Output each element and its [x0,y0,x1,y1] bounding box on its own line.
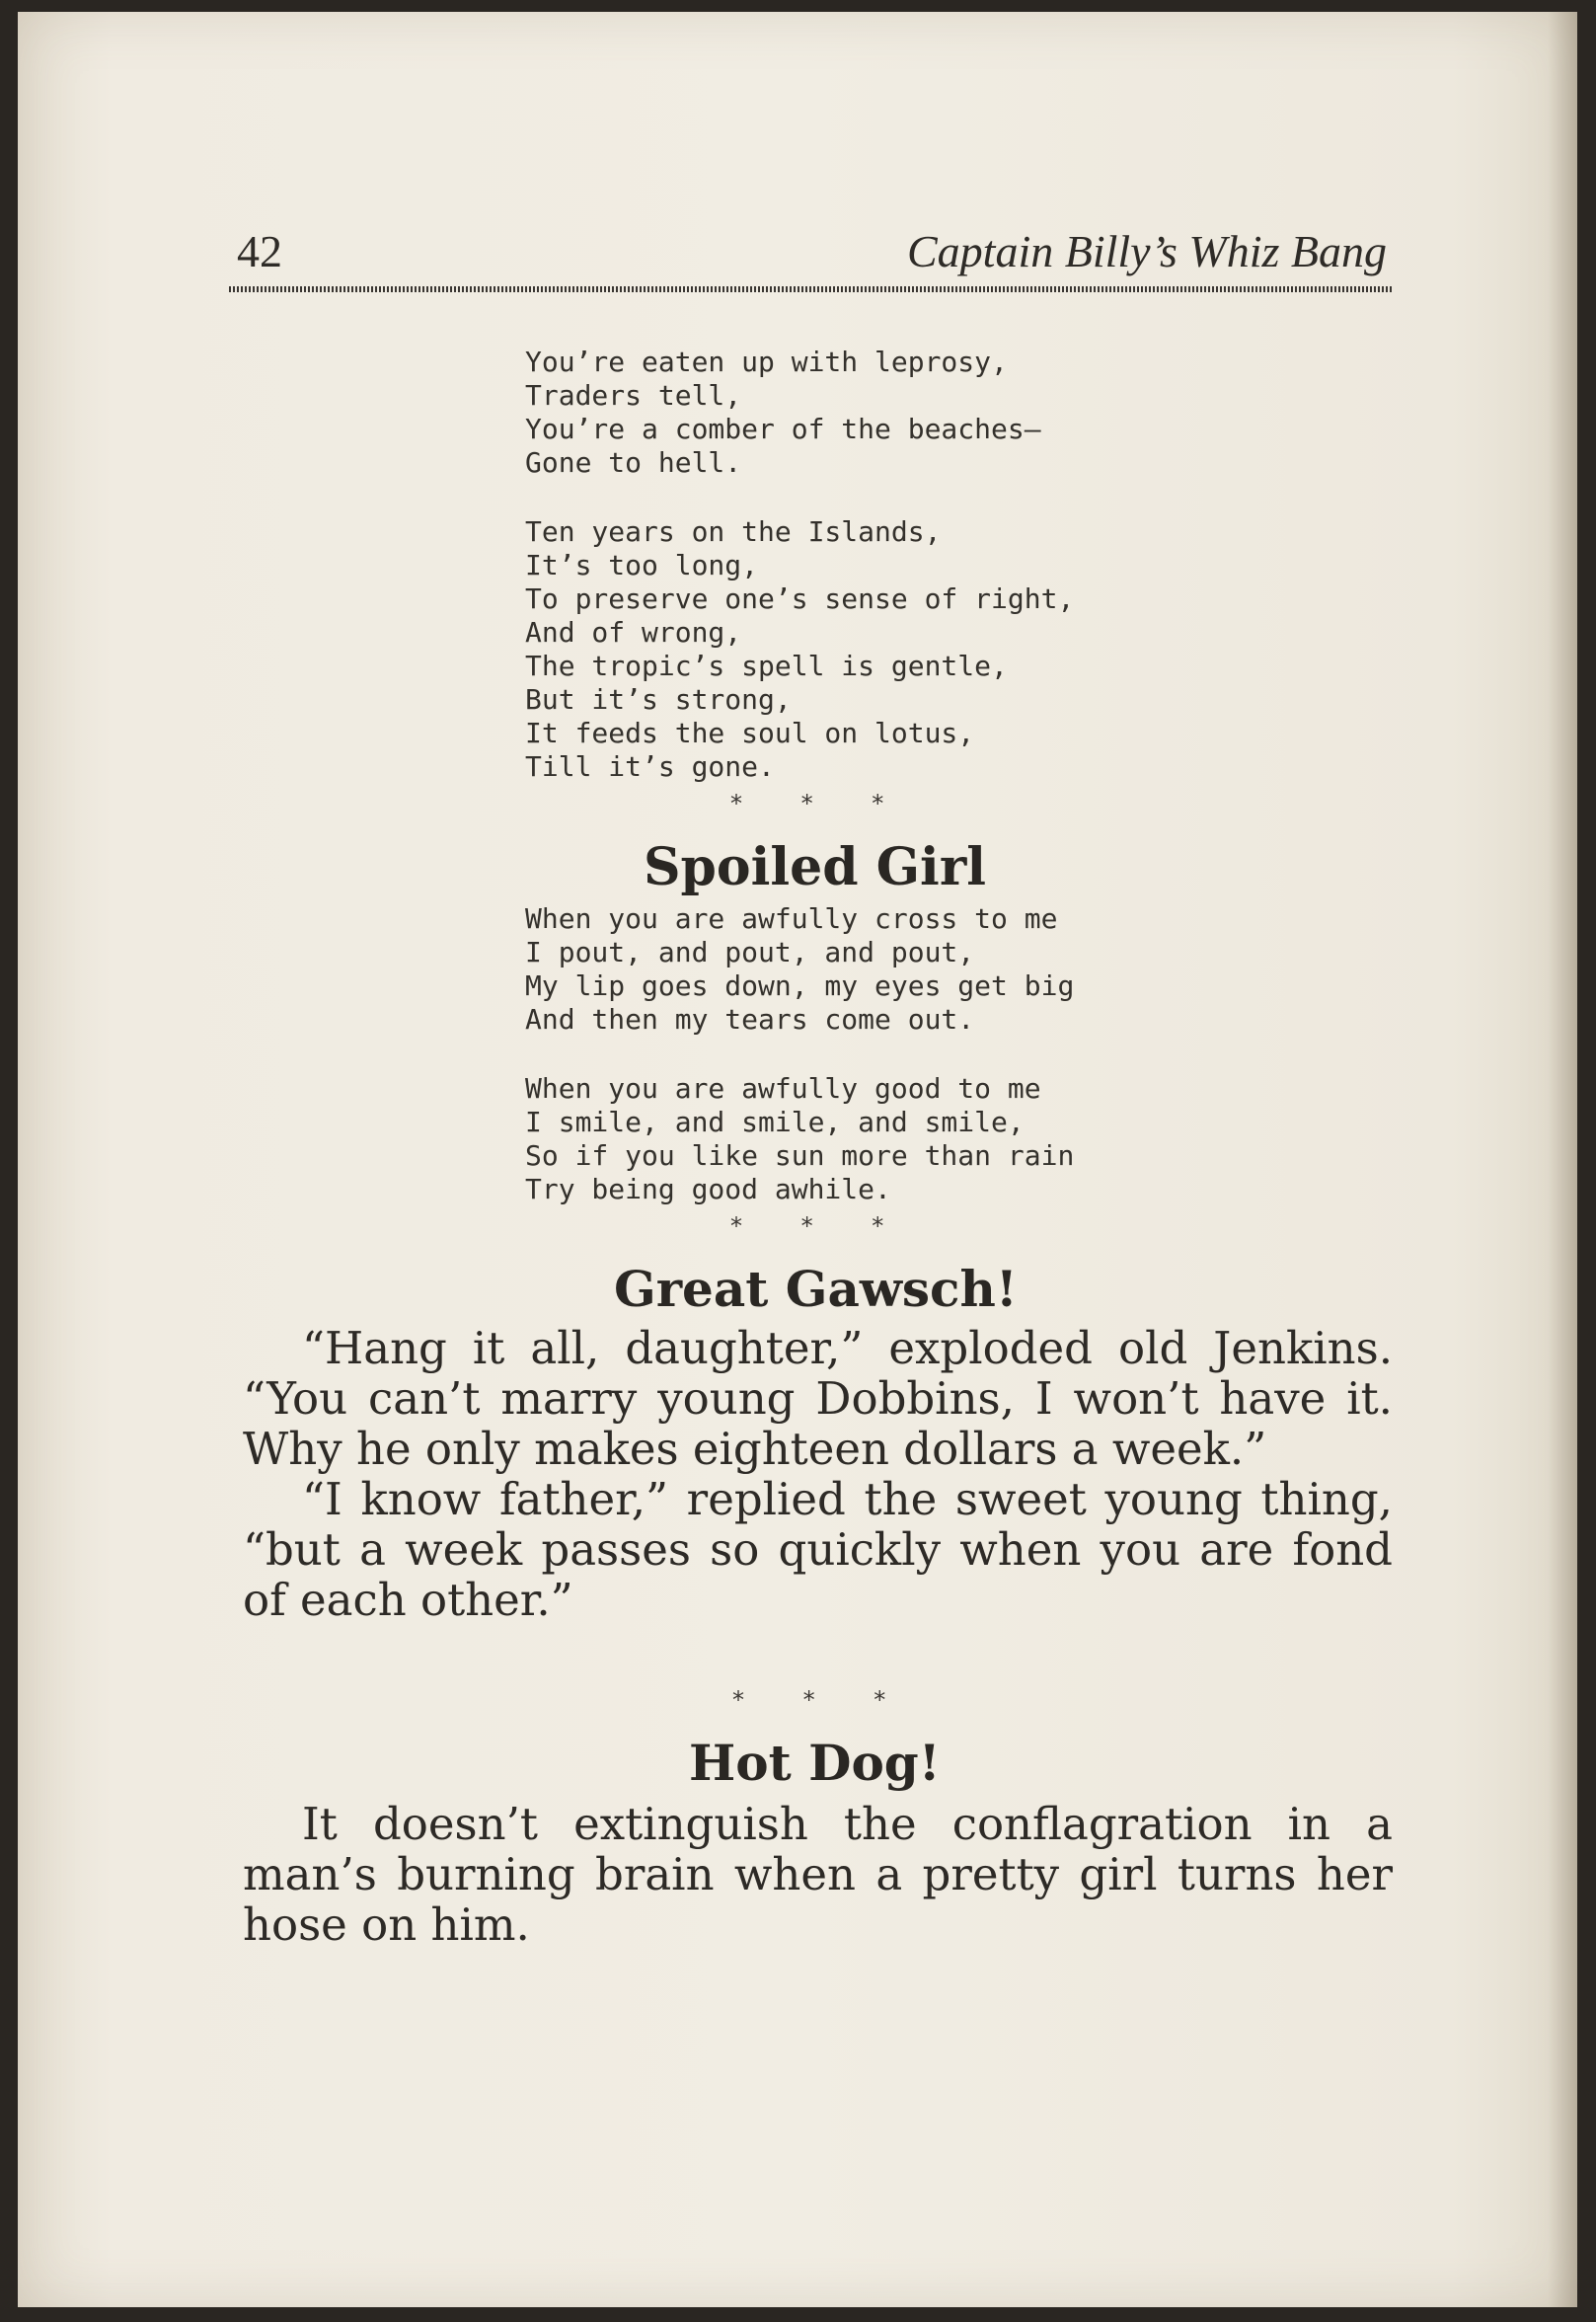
poem-line: It’s too long, [525,549,759,581]
prose-paragraph: It doesn’t extinguish the conflagration in a man’s burning brain when a pretty girl turns her hose on him. [243,1798,1393,1951]
spoiled-girl-title: Spoiled Girl [644,837,986,897]
page-number: 42 [237,226,282,276]
poem-line: And then my tears come out. [525,1003,975,1036]
poem-line: To preserve one’s sense of right, [525,582,1075,615]
page-edge-shadow [1548,12,1577,2307]
poem-line: Till it’s gone. [525,750,775,783]
poem-stanza-1 [525,346,1041,480]
poem-line: Gone to hell. [525,446,742,479]
section-separator: * * * [730,1212,910,1240]
poem-line: When you are awfully cross to me [525,902,1058,935]
poem-line: Try being good awhile. [525,1173,891,1205]
prose-paragraph: “Hang it all, daughter,” exploded old Jenkins. “You can’t marry young Dobbins, I won’t have it. Why he only makes eighteen dollars a week.” [243,1322,1393,1475]
poem-line: I smile, and smile, and smile, [525,1106,1025,1138]
poem-line: And of wrong, [525,616,742,649]
running-title: Captain Billy’s Whiz Bang [907,226,1387,276]
spoiled-girl-stanza-1 [525,902,1074,1037]
poem-line: Ten years on the Islands, [525,515,942,548]
great-gawsch-title: Great Gawsch! [614,1260,1018,1318]
poem-line: You’re a comber of the beaches— [525,413,1041,445]
poem-line: You’re eaten up with leprosy, [525,346,1008,378]
prose-paragraph: “I know father,” replied the sweet young thing, “but a week passes so quickly when you are fond of each other.” [243,1473,1393,1626]
poem-line: I pout, and pout, and pout, [525,936,975,968]
poem-line: Traders tell, [525,379,742,412]
poem-line: My lip goes down, my eyes get big [525,969,1075,1002]
header-rule [229,286,1394,292]
page-header [225,225,1395,276]
poem-line: So if you like sun more than rain [525,1139,1075,1172]
poem-line: When you are awfully good to me [525,1072,1041,1105]
poem-stanza-2 [525,515,1074,784]
poem-line: The tropic’s spell is gentle, [525,650,1008,682]
spoiled-girl-stanza-2 [525,1072,1074,1206]
section-separator: * * * [730,790,910,817]
hot-dog-title: Hot Dog! [689,1734,941,1792]
poem-line: It feeds the soul on lotus, [525,717,975,749]
section-separator: * * * [732,1686,912,1714]
hot-dog-body [243,1799,1393,1950]
great-gawsch-body [243,1323,1393,1625]
poem-line: But it’s strong, [525,683,792,716]
